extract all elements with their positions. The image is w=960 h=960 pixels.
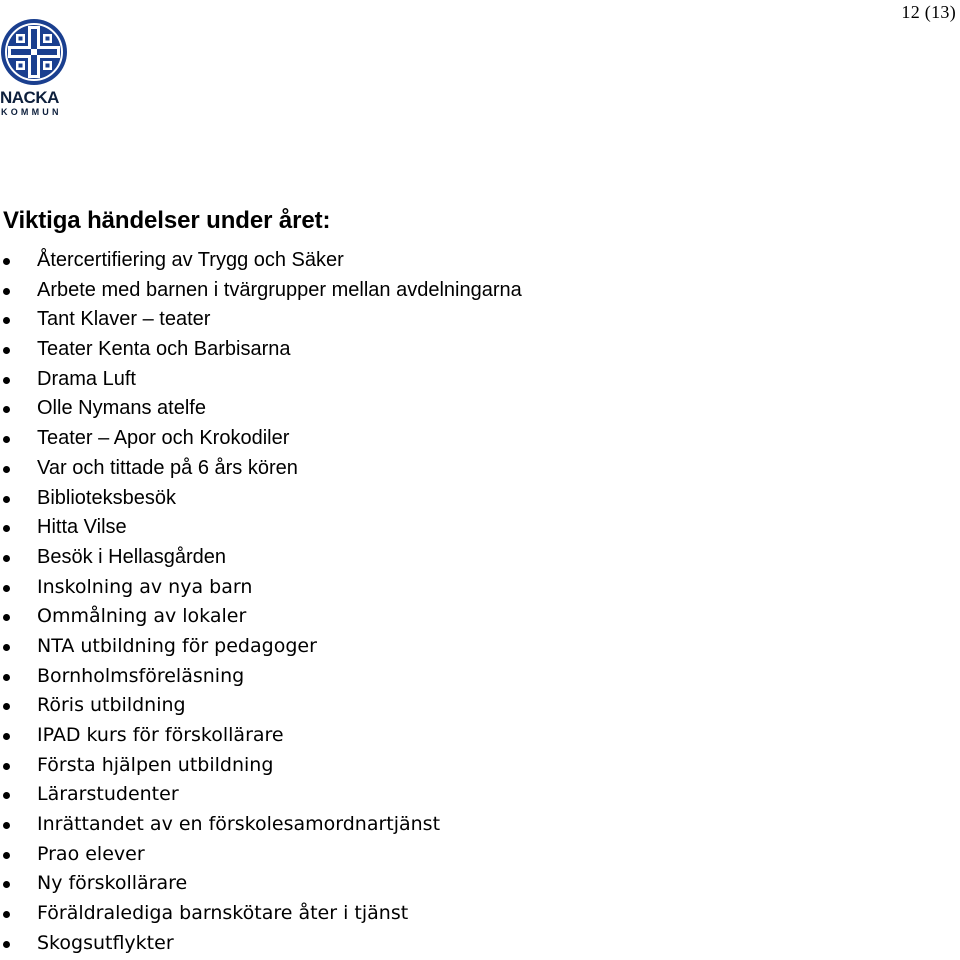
list-item (0, 840, 522, 870)
list-item-label: Ommålning av lokaler (37, 605, 247, 628)
list-item (0, 780, 522, 810)
bullet-icon (3, 733, 10, 740)
bullet-icon (3, 317, 10, 324)
bullet-icon (3, 496, 10, 503)
list-item (0, 602, 522, 632)
list-item-label: Röris utbildning (37, 694, 186, 717)
list-item (0, 305, 522, 335)
bullet-icon (3, 436, 10, 443)
bullet-icon (3, 792, 10, 799)
list-item-label: Inskolning av nya barn (37, 575, 253, 598)
list-item (0, 573, 522, 603)
list-item-label: Tant Klaver – teater (37, 308, 211, 331)
events-list (0, 246, 522, 959)
bullet-icon (3, 941, 10, 948)
list-item-label: IPAD kurs för förskollärare (37, 724, 284, 746)
list-item-label: Lärarstudenter (37, 783, 179, 806)
list-item-label: Prao elever (37, 842, 145, 865)
nacka-crest-icon (0, 18, 70, 88)
list-item-label: Drama Luft (37, 367, 136, 390)
list-item-label: Bornholmsföreläsning (37, 664, 245, 687)
list-item-label: Teater Kenta och Barbisarna (37, 338, 291, 361)
list-item-label: Var och tittade på 6 års kören (37, 456, 298, 479)
bullet-icon (3, 258, 10, 265)
section-heading: Viktiga händelser under året: (3, 207, 331, 234)
bullet-icon (3, 703, 10, 710)
bullet-icon (3, 347, 10, 354)
logo-name: NACKA (0, 88, 59, 107)
list-item (0, 810, 522, 840)
list-item-label: Inrättandet av en förskolesamordnartjänst (37, 813, 441, 836)
list-item-label: Ny förskollärare (37, 872, 188, 895)
list-item-label: Skogsutflykter (37, 931, 174, 954)
list-item (0, 751, 522, 781)
list-item (0, 335, 522, 365)
list-item (0, 276, 522, 306)
list-item-label: Hitta Vilse (37, 516, 127, 539)
list-item (0, 484, 522, 514)
list-item (0, 691, 522, 721)
bullet-icon (3, 406, 10, 413)
bullet-icon (3, 614, 10, 621)
list-item-label: Besök i Hellasgården (37, 545, 226, 568)
list-item (0, 454, 522, 484)
list-item-label: Arbete med barnen i tvärgrupper mellan avdelningarna (37, 278, 522, 301)
bullet-icon (3, 525, 10, 532)
list-item (0, 632, 522, 662)
list-item-label: Biblioteksbesök (37, 486, 176, 509)
list-item (0, 869, 522, 899)
logo-subtitle: KOMMUN (1, 107, 62, 117)
list-item-label: Olle Nymans atelfe (37, 397, 206, 420)
bullet-icon (3, 644, 10, 651)
list-item (0, 662, 522, 692)
list-item (0, 543, 522, 573)
bullet-icon (3, 377, 10, 384)
bullet-icon (3, 555, 10, 562)
list-item (0, 424, 522, 454)
bullet-icon (3, 881, 10, 888)
list-item (0, 929, 522, 959)
list-item-label: Första hjälpen utbildning (37, 753, 274, 776)
bullet-icon (3, 822, 10, 829)
bullet-icon (3, 911, 10, 918)
bullet-icon (3, 585, 10, 592)
list-item-label: Teater – Apor och Krokodiler (37, 427, 290, 450)
list-item (0, 394, 522, 424)
nacka-kommun-logo (0, 18, 72, 122)
page-number: 12 (13) (901, 2, 956, 22)
bullet-icon (3, 763, 10, 770)
list-item (0, 246, 522, 276)
bullet-icon (3, 674, 10, 681)
bullet-icon (3, 466, 10, 473)
bullet-icon (3, 852, 10, 859)
list-item-label: NTA utbildning för pedagoger (37, 634, 317, 657)
list-item (0, 721, 522, 751)
list-item (0, 365, 522, 395)
list-item (0, 513, 522, 543)
list-item (0, 899, 522, 929)
bullet-icon (3, 288, 10, 295)
list-item-label: Återcertifiering av Trygg och Säker (37, 249, 344, 271)
list-item-label: Föräldralediga barnskötare åter i tjänst (37, 902, 409, 925)
